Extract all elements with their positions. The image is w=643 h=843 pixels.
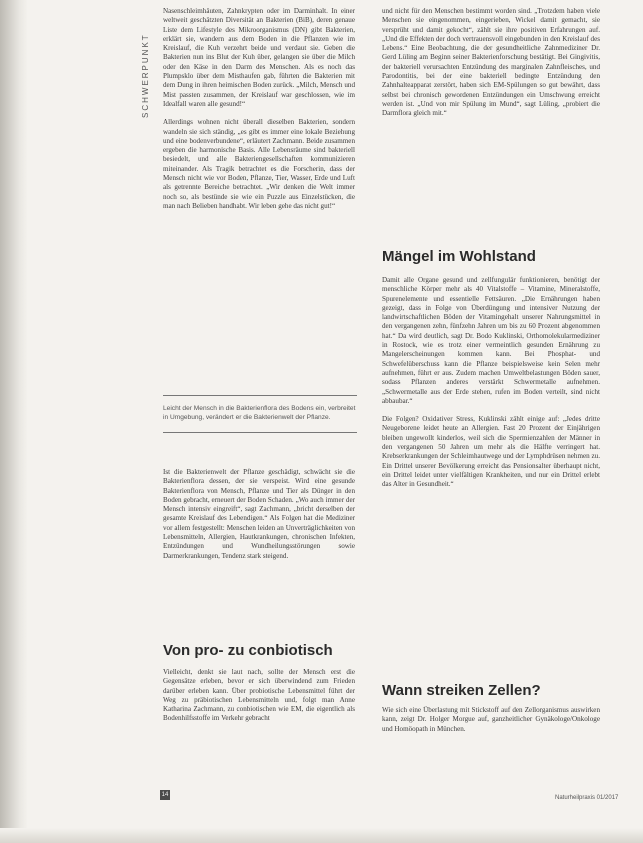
column-1-middle (163, 468, 355, 570)
section-heading: Mängel im Wohlstand (382, 248, 536, 265)
column-1-bottom (163, 668, 355, 733)
column-2-middle (382, 276, 600, 499)
paragraph: Die Folgen? Oxidativer Stress, Kuklinski zählt einige auf: „Jedes dritte Neugeborene leidet heute an Allergien. Fast 20 Prozent der Einjährigen bleiben ungewollt kinderlos, weil sich die Spermienzahlen der Männer in den vergangenen 50 Jahren um mehr als die Hälfte verringert hat. Krebserkrankungen der Schleimhautwege und der Lymphdrüsen nehmen zu. Ein Drittel unserer Bevölkerung erreicht das Pensionsalter überhaupt nicht, ein Drittel leidet unter vielfältigen Krankheiten, und nur ein Drittel erlebt das Alter in Gesundheit.“ (382, 415, 600, 489)
column-1-top (163, 7, 355, 220)
paragraph: Nasenschleimhäuten, Zahnkrypten oder im Darminhalt. In einer weltweit geschätzten Diversität an Bakterien (BiB), deren genaue Liste dem Lifestyle des Mikroorganismus (DN) gibt Bakterien, erklärt sie, wandern aus dem Boden in die Pflanzen wie im Kreislauf, die Kuh verzehrt beide und verdaut sie. Geben die Bakterien nun ins Blut der Kuh über, gelangen sie über die Milch oder den Käse in den Darm des Menschen. Als es noch das Plumpsklo über dem Misthaufen gab, führten die Bakterien mit dem Dung in ihren heimischen Boden zurück. „Milch, Mensch und Mist passten zusammen, der Kreislauf war geschlossen, wie im Idealfall waren alle gesund!“ (163, 7, 355, 108)
column-2-top (382, 7, 600, 128)
paragraph: Ist die Bakterienwelt der Pflanze geschädigt, schwächt sie die Bakterienflora dessen, der sie verspeist. Wird eine gesunde Bakterienflora von Mensch, Pflanze und Tier als Dünger in den Boden gebracht, erneuert der Boden Schaden. „Wo auch immer der Mensch intensiv eingreift“, sagt Zachmann, „bricht derselben der gesamte Kreislauf des Lebendigen.“ Als Folgen hat die Mediziner vor allem festgestellt: Menschen leiden an Unverträglichkeiten von Lebensmitteln, Allergien, Hautkrankungen, chronischen Infekten, Entzündungen und Wundheilungsstörungen sowie Darmerkrankungen, Tendenz stark steigend. (163, 468, 355, 560)
paragraph: Allerdings wohnen nicht überall dieselben Bakterien, sondern wandeln sie sich ständig, „es gibt es immer eine lokale Beziehung und eine bodenverbundene“, erläutert Zachmann. Beide zusammen ergeben die harmonische Basis. Alle Lebensräume sind bakteriell besiedelt, und alle Bakteriengesellschaften kommunizieren miteinander. Als Tragik betrachtet es die Forscherin, dass der Mensch nicht wie vor Boden, Pflanze, Tier, Wasser, Erde und Luft als getrennte Bereiche betrachtet. „Wir denken die Welt immer noch so, als bestünde sie wie ein Puzzle aus Einzelstücken, die man nach Belieben handhabt. Wir leben gehe das nicht gut!“ (163, 118, 355, 210)
paragraph: Damit alle Organe gesund und zellfungulär funktionieren, benötigt der menschliche Körper mehr als 40 Vitalstoffe – Vitamine, Mineralstoffe, Spurenelemente und essentielle Fettsäuren. „Die Ernährungen haben gezeigt, dass in Folge von Überdüngung und intensiver Nutzung der landwirtschaftlichen Böden der Vitamingehalt unserer Nahrungsmittel in den vergangenen zehn, fünfzehn Jahren um bis zu 60 Prozent abgenommen hat.“ Da wird deutlich, sagt Dr. Bodo Kuklinski, Orthomolekularmediziner in Rostock, wie es trotz einer vermeintlich gesunden Ernährung zu Mangelerscheinungen kommen kann. Bei Phosphat- und Schwefelüberschuss kann die Pflanze beispielsweise kein Selen mehr aufnehmen, führt er aus. Zudem machen Umweltbelastungen Böden sauer, sodass Pflanzen anderes verstärkt Schwermetalle aufnehmen. „Schwermetalle aus der Erde stehen, rufen im Boden verteilt, sind nicht abbaubar.“ (382, 276, 600, 405)
binding-shadow (0, 0, 28, 843)
section-heading: Von pro- zu conbiotisch (163, 642, 333, 659)
page-edge (0, 828, 643, 843)
pull-quote (163, 395, 357, 433)
footer-issue: Naturheilpraxis 01/2017 (555, 795, 619, 801)
paragraph: und nicht für den Menschen bestimmt worden sind. „Trotzdem haben viele Menschen sie eingenommen, eingerieben, Wickel damit gemacht, sie versprüht und damit gekocht“, zählt sie ihre positiven Erfahrungen auf. „Und die Effekten der doch vertrauensvoll eingebunden in den Kreislauf des Lebens.“ Eine Beobachtung, die der gesundheitliche Zahnmediziner Dr. Gerd Lüling am Beginn seiner Bakterienforschung bestätigt. Bei Gingivitis, der bakteriell verursachten Entzündung des marginalen Zahnfleisches, und Parodontitis, bei der eine bakteriell bedingte Entzündung den Zahnhalteapparat zerstört, haben sich EM-Spülungen so gut bewährt, dass selbst bei chronisch gewordenen Entzündungen ein Umschwung erreicht werden ist. „Und von mir Spülung im Mund“, sagt Lüling, „probiert die Darmflora gleich mit.“ (382, 7, 600, 118)
section-label: SCHWERPUNKT (141, 33, 150, 118)
divider (163, 432, 357, 433)
paragraph: Vielleicht, denkt sie laut nach, sollte der Mensch erst die Gegensätze erleben, bevor er sich überwindend zum Frieden darüber erleben kann. Über probiotische Lebensmittel führt der Weg zu präbiotischen Lebensmitteln und, folgt man Anne Katharina Zachmann, zu conbiotischen wie EM, die eigentlich als Bodenhilfsstoffe im Verkehr gebracht (163, 668, 355, 723)
pull-quote-text: Leicht der Mensch in die Bakterienflora des Bodens ein, verbreitet in Umgebung, verändert er die Bakterienwelt der Pflanze. (163, 405, 356, 422)
paragraph: Wie sich eine Überlastung mit Stickstoff auf den Zellorganismus auswirken kann, zeigt Dr. Holger Morgue auf, ganzheitlicher Gynäkologe/Onkologe und Homöopath in München. (382, 706, 600, 733)
section-heading: Wann streiken Zellen? (382, 682, 541, 699)
page-number: 14 (161, 792, 169, 798)
column-2-bottom (382, 706, 600, 743)
